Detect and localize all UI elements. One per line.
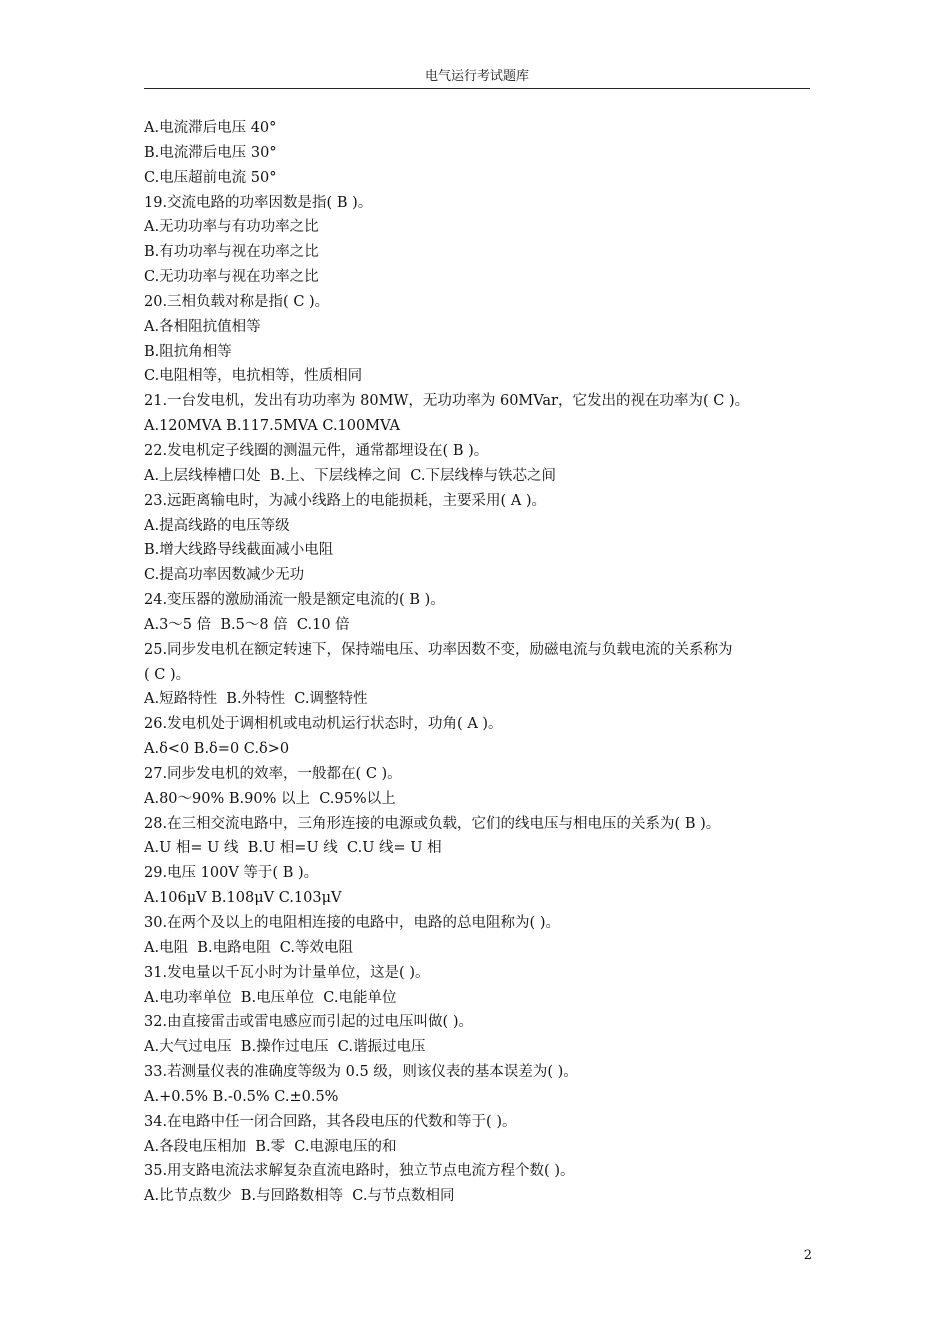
question-line: 27.同步发电机的效率，一般都在( C )。 bbox=[144, 765, 402, 782]
question-line: 33.若测量仪表的准确度等级为 0.5 级，则该仪表的基本误差为( )。 bbox=[144, 1064, 578, 1081]
option-line: A.106μV B.108μV C.103μV bbox=[144, 890, 342, 907]
option-line: A.提高线路的电压等级 bbox=[144, 517, 290, 534]
option-line: B.增大线路导线截面减小电阻 bbox=[144, 542, 334, 559]
question-line: 34.在电路中任一闭合回路，其各段电压的代数和等于( )。 bbox=[144, 1113, 517, 1130]
option-line: C.电阻相等，电抗相等，性质相同 bbox=[144, 368, 363, 385]
option-line: A.+0.5% B.-0.5% C.±0.5% bbox=[144, 1088, 339, 1105]
question-line: 26.发电机处于调相机或电动机运行状态时，功角( A )。 bbox=[144, 716, 503, 733]
option-line: A.电阻 B.电路电阻 C.等效电阻 bbox=[144, 939, 353, 956]
option-line: C.提高功率因数减少无功 bbox=[144, 567, 305, 584]
option-line: A.无功功率与有功功率之比 bbox=[144, 219, 319, 236]
option-line: A.上层线棒槽口处 B.上、下层线棒之间 C.下层线棒与铁芯之间 bbox=[144, 467, 556, 484]
option-line: A.电流滞后电压 40° bbox=[144, 120, 277, 136]
page-header: 电气运行考试题库 bbox=[144, 68, 810, 89]
option-line: A.U 相= U 线 B.U 相=U 线 C.U 线= U 相 bbox=[144, 840, 442, 857]
question-line: 24.变压器的激励涌流一般是额定电流的( B )。 bbox=[144, 592, 445, 609]
question-line: 31.发电量以千瓦小时为计量单位，这是( )。 bbox=[144, 964, 430, 981]
question-continuation: ( C )。 bbox=[144, 666, 191, 683]
option-line: B.阻抗角相等 bbox=[144, 343, 232, 360]
option-line: A.120MVA B.117.5MVA C.100MVA bbox=[144, 418, 401, 435]
option-line: A.各段电压相加 B.零 C.电源电压的和 bbox=[144, 1138, 397, 1155]
question-line: 29.电压 100V 等于( B )。 bbox=[144, 865, 319, 882]
option-line: C.电压超前电流 50° bbox=[144, 169, 277, 186]
option-line: A.3～5 倍 B.5～8 倍 C.10 倍 bbox=[144, 616, 350, 633]
option-line: B.电流滞后电压 30° bbox=[144, 144, 277, 161]
question-line: 32.由直接雷击或雷电感应而引起的过电压叫做( )。 bbox=[144, 1014, 473, 1031]
question-line: 19.交流电路的功率因数是指( B )。 bbox=[144, 194, 373, 211]
question-line: 30.在两个及以上的电阻相连接的电路中，电路的总电阻称为( )。 bbox=[144, 915, 560, 931]
question-line: 28.在三相交流电路中，三角形连接的电源或负载，它们的线电压与相电压的关系为( B )。 bbox=[144, 815, 721, 832]
option-line: A.电功率单位 B.电压单位 C.电能单位 bbox=[144, 989, 397, 1006]
option-line: A.短路特性 B.外特性 C.调整特性 bbox=[144, 691, 368, 708]
option-line: A.80～90% B.90% 以上 C.95%以上 bbox=[144, 790, 396, 807]
question-line: 22.发电机定子线圈的测温元件，通常都埋设在( B )。 bbox=[144, 442, 489, 459]
option-line: B.有功功率与视在功率之比 bbox=[144, 244, 319, 261]
option-line: A.比节点数少 B.与回路数相等 C.与节点数相同 bbox=[144, 1188, 455, 1205]
document-body bbox=[144, 116, 814, 1209]
option-line: A.大气过电压 B.操作过电压 C.谐振过电压 bbox=[144, 1039, 426, 1056]
question-line: 25.同步发电机在额定转速下，保持端电压、功率因数不变，励磁电流与负载电流的关系称为 bbox=[144, 641, 733, 658]
page-number: 2 bbox=[803, 1248, 812, 1263]
question-line: 21.一台发电机，发出有功功率为 80MW，无功功率为 60MVar，它发出的视在功率为( C )。 bbox=[144, 393, 750, 410]
question-line: 23.远距离输电时，为减小线路上的电能损耗，主要采用( A )。 bbox=[144, 492, 547, 509]
option-line: C.无功功率与视在功率之比 bbox=[144, 269, 319, 286]
question-line: 35.用支路电流法求解复杂直流电路时，独立节点电流方程个数( )。 bbox=[144, 1163, 575, 1180]
question-line: 20.三相负载对称是指( C )。 bbox=[144, 293, 330, 310]
option-line: A.δ<0 B.δ=0 C.δ>0 bbox=[144, 741, 290, 758]
option-line: A.各相阻抗值相等 bbox=[144, 318, 261, 335]
